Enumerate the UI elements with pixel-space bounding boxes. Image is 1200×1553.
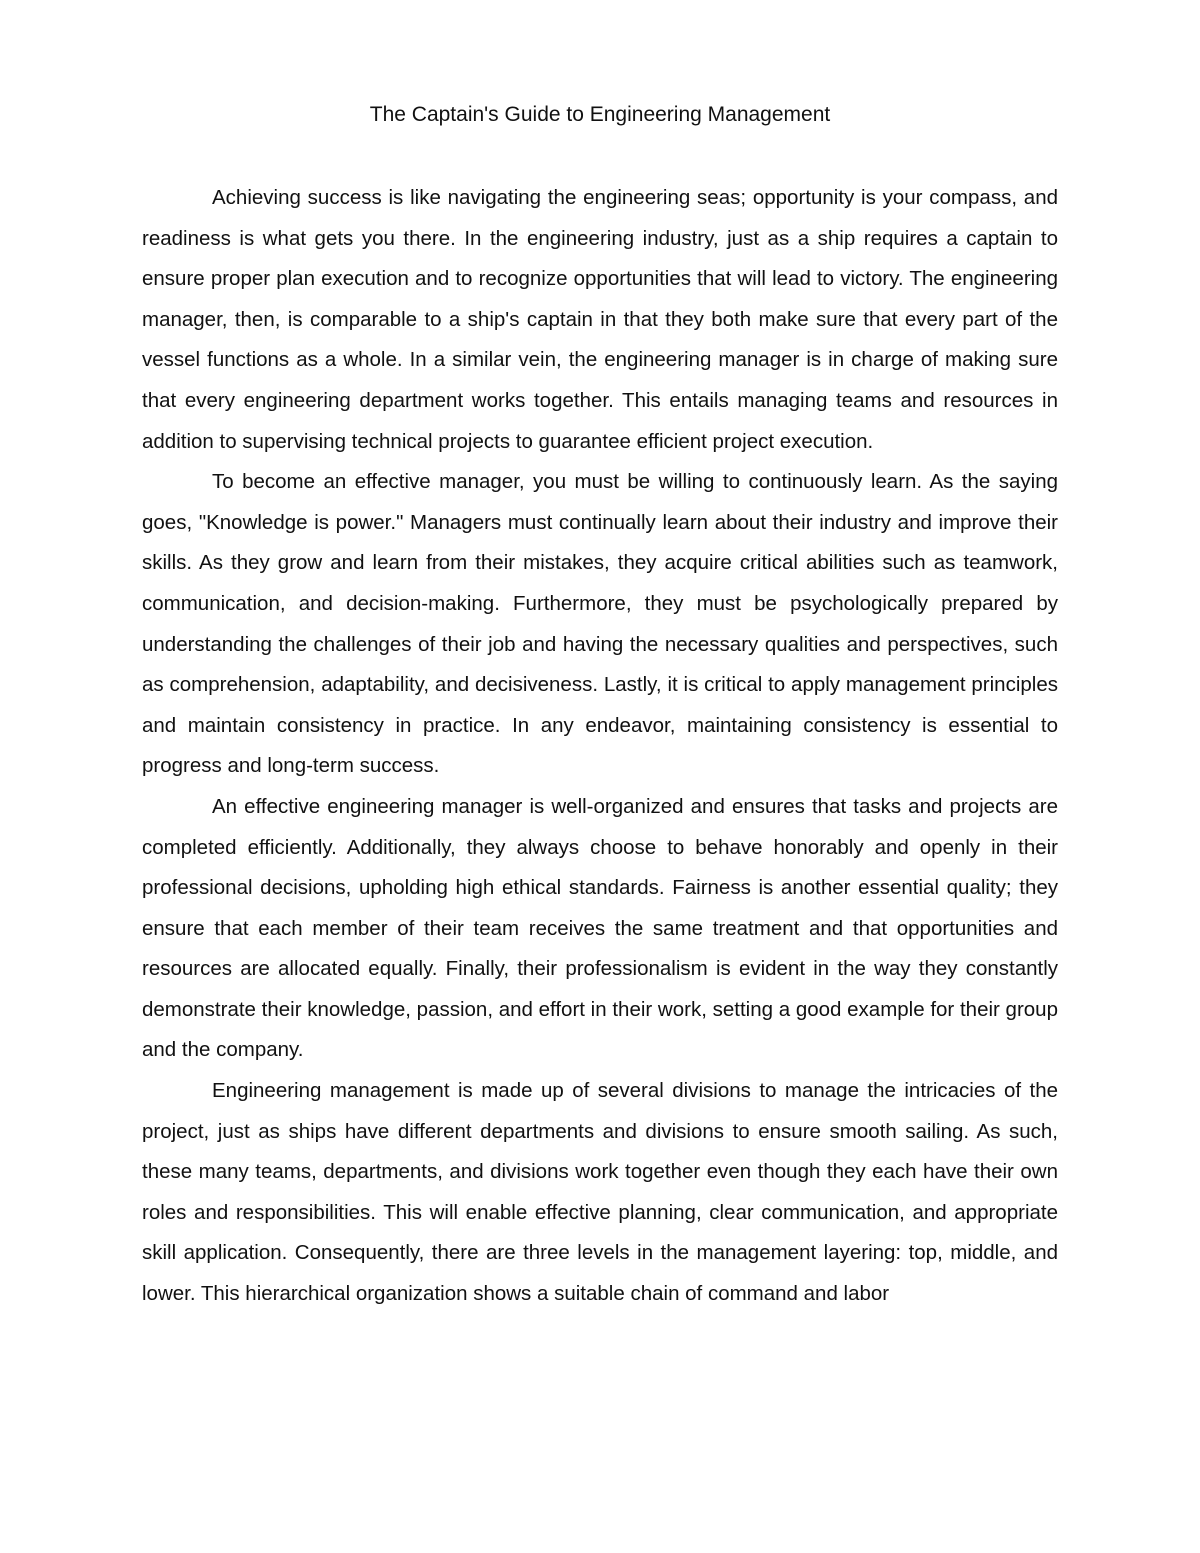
paragraph-3: An effective engineering manager is well-organized and ensures that tasks and projects are completed efficiently. Additionally, they always choose to behave honorably and openly in their professional decisions, upholding high ethical standards. Fairness is another essential quality; they ensure that each member of their team receives the same treatment and that opportunities and resources are allocated equally. Finally, their professionalism is evident in the way they constantly demonstrate their knowledge, passion, and effort in their work, setting a good example for their group and the company. (142, 794, 1058, 1062)
paragraph-2: To become an effective manager, you must be willing to continuously learn. As the saying goes, "Knowledge is power." Managers must continually learn about their industry and improve their skills. As they grow and learn from their mistakes, they acquire critical abilities such as teamwork, communication, and decision-making. Furthermore, they must be psychologically prepared by understanding the challenges of their job and having the necessary qualities and perspectives, such as comprehension, adaptability, and decisiveness. Lastly, it is critical to apply management principles and maintain consistency in practice. In any endeavor, maintaining consistency is essential to progress and long-term success. (142, 470, 1058, 778)
document-title: The Captain's Guide to Engineering Management (369, 103, 831, 126)
paragraph-1: Achieving success is like navigating the engineering seas; opportunity is your compass, and readiness is what gets you there. In the engineering industry, just as a ship requires a captain to ensure proper plan execution and to recognize opportunities that will lead to victory. The engineering manager, then, is comparable to a ship's captain in that they both make sure that every part of the vessel functions as a whole. In a similar vein, the engineering manager is in charge of making sure that every engineering department works together. This entails managing teams and resources in addition to supervising technical projects to guarantee efficient project execution. (142, 186, 1058, 453)
paragraph-4: Engineering management is made up of several divisions to manage the intricacies of the project, just as ships have different departments and divisions to ensure smooth sailing. As such, these many teams, departments, and divisions work together even though they each have their own roles and responsibilities. This will enable effective planning, clear communication, and appropriate skill application. Consequently, there are three levels in the management layering: top, middle, and lower. This hierarchical organization shows a suitable chain of command and labor (142, 1079, 1058, 1306)
document-body (142, 178, 1058, 1315)
